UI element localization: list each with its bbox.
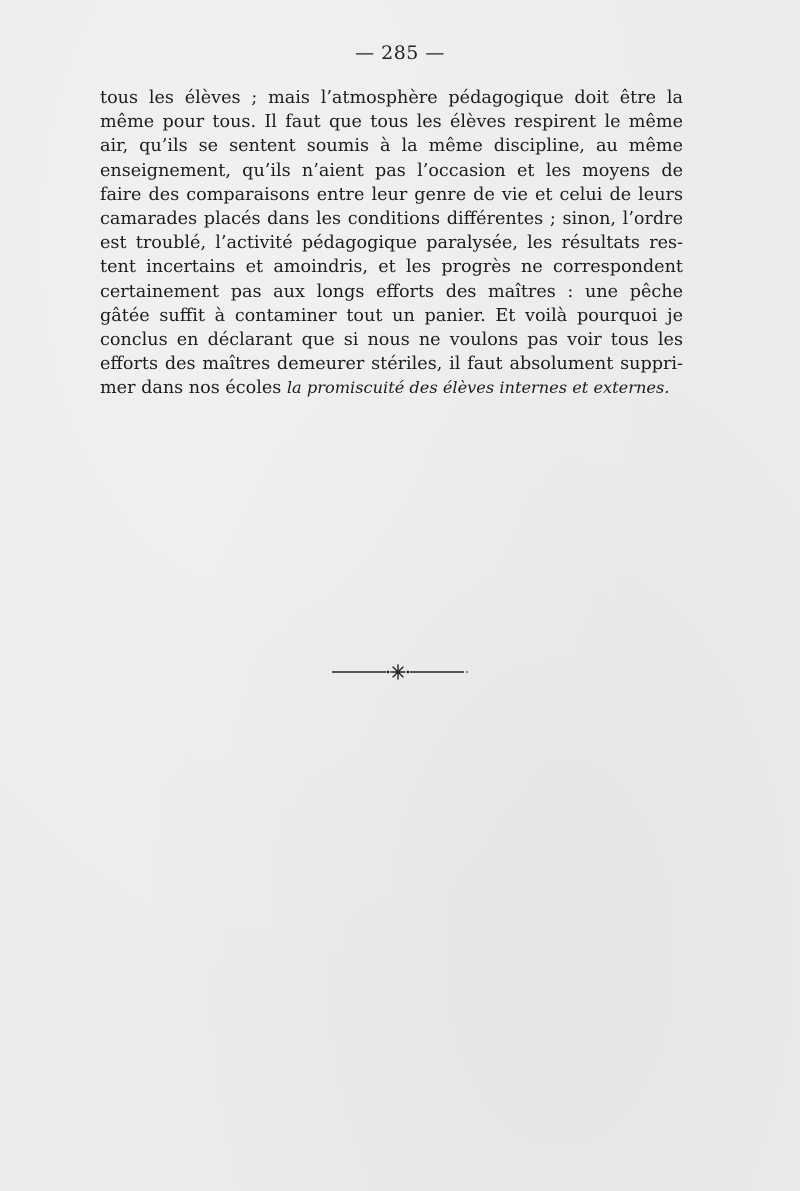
paragraph-line: efforts des maîtres demeurer stériles, il faut absolument suppri-	[100, 354, 683, 375]
star-rule-ornament-icon	[330, 662, 470, 682]
paragraph-line: enseignement, qu’ils n’aient pas l’occasion et les moyens de	[100, 160, 683, 181]
paragraph-last-line	[100, 376, 683, 400]
paragraph-line: faire des comparaisons entre leur genre de vie et celui de leurs	[100, 184, 683, 205]
last-line-start: mer dans nos écoles	[100, 378, 287, 399]
paragraph-line: est troublé, l’activité pédagogique paralysée, les résultats res-	[100, 233, 683, 254]
paragraph-line: tous les élèves ; mais l’atmosphère pédagogique doit être la	[100, 88, 683, 108]
paragraph-line: conclus en déclarant que si nous ne voulons pas voir tous les	[100, 329, 683, 350]
paragraph-line: air, qu’ils se sentent soumis à la même discipline, au même	[100, 136, 683, 157]
paragraph-line: même pour tous. Il faut que tous les élèves respirent le même	[100, 112, 683, 133]
paragraph-line: camarades placés dans les conditions différentes ; sinon, l’ordre	[100, 208, 683, 229]
page-number: — 285 —	[355, 42, 445, 64]
paragraph-line: tent incertains et amoindris, et les progrès ne correspondent	[100, 257, 683, 278]
paragraph	[100, 86, 683, 400]
last-line-italic: la promiscuité des élèves internes et externes.	[286, 378, 670, 398]
paragraph-line: gâtée suffit à contaminer tout un panier. Et voilà pourquoi je	[100, 305, 683, 326]
paragraph-line: certainement pas aux longs efforts des maîtres : une pêche	[100, 281, 683, 302]
